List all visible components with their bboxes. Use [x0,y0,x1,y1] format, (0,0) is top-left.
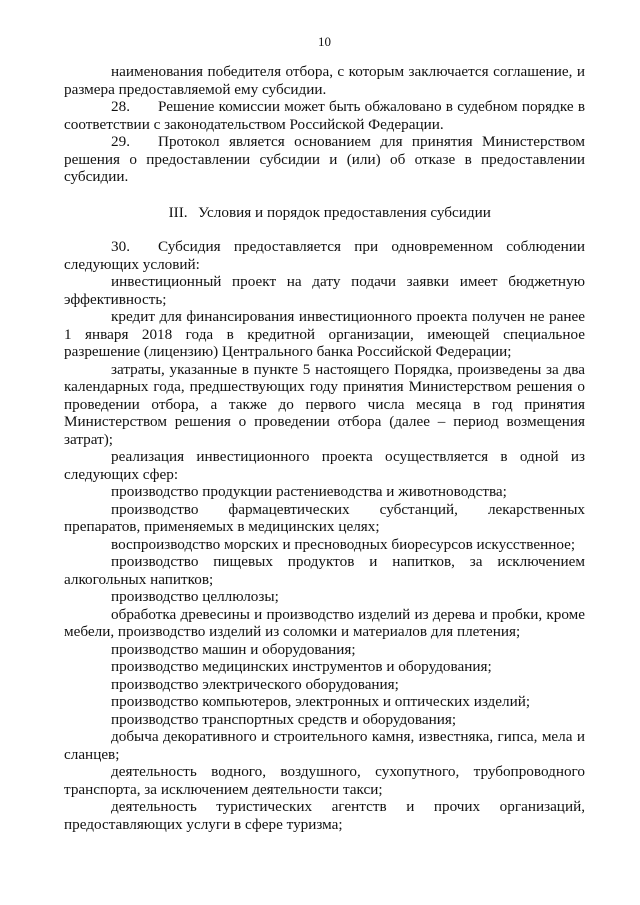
sphere-item: производство транспортных средств и оборудования; [111,710,457,728]
document-page [64,0,585,905]
sphere-item: воспроизводство морских и пресноводных биоресурсов искусственное; [111,535,576,553]
sphere-item: производство продукции растениеводства и животноводства; [111,483,507,500]
paragraph-continuation: наименования победителя отбора, с которым заключается соглашение, и размера предоставляемой ему субсидии. [64,63,585,98]
document-body [64,63,585,833]
section-heading: III. Условия и порядок предоставления субсидии [168,203,491,221]
condition-item: кредит для финансирования инвестиционного проекта получен не ранее 1 января 2018 года в кредитной организации, имеющей специальное разрешение (лицензию) Центрального банка Российской Федерации; [64,308,585,360]
condition-item: реализация инвестиционного проекта осуществляется в одной из следующих сфер: [64,448,585,483]
sphere-item: производство машин и оборудования; [111,640,356,658]
page-number: 10 [318,34,331,49]
sphere-item: деятельность водного, воздушного, сухопутного, трубопроводного транспорта, за исключением деятельности такси; [64,763,585,798]
sphere-item: производство медицинских инструментов и оборудования; [111,658,492,675]
sphere-item: добыча декоративного и строительного камня, известняка, гипса, мела и сланцев; [64,728,585,763]
paragraph-30: 30. Субсидия предоставляется при одновременном соблюдении следующих условий: [64,238,585,273]
paragraph-28: 28. Решение комиссии может быть обжаловано в судебном порядке в соответствии с законодательством Российской Федерации. [64,98,585,133]
condition-item: инвестиционный проект на дату подачи заявки имеет бюджетную эффективность; [64,273,585,308]
sphere-item: производство компьютеров, электронных и оптических изделий; [111,693,531,710]
sphere-item: производство целлюлозы; [111,588,279,605]
sphere-item: производство пищевых продуктов и напитков, за исключением алкогольных напитков; [64,553,585,588]
sphere-item: деятельность туристических агентств и прочих организаций, предоставляющих услуги в сфере туризма; [64,798,585,833]
paragraph-29: 29. Протокол является основанием для принятия Министерством решения о предоставлении субсидии и (или) об отказе в предоставлении субсидии. [64,133,585,185]
condition-item: затраты, указанные в пункте 5 настоящего Порядка, произведены за два календарных года, предшествующих году принятия Министерством решения о проведении отбора, а также до первого числа месяца в год принятия Министерством решения о проведении отбора (далее – период возмещения затрат); [64,360,585,448]
sphere-item: обработка древесины и производство изделий из дерева и пробки, кроме мебели, производство изделий из соломки и материалов для плетения; [64,605,585,640]
sphere-item: производство электрического оборудования; [111,675,399,693]
sphere-item: производство фармацевтических субстанций, лекарственных препаратов, применяемых в медицинских целях; [64,500,585,535]
